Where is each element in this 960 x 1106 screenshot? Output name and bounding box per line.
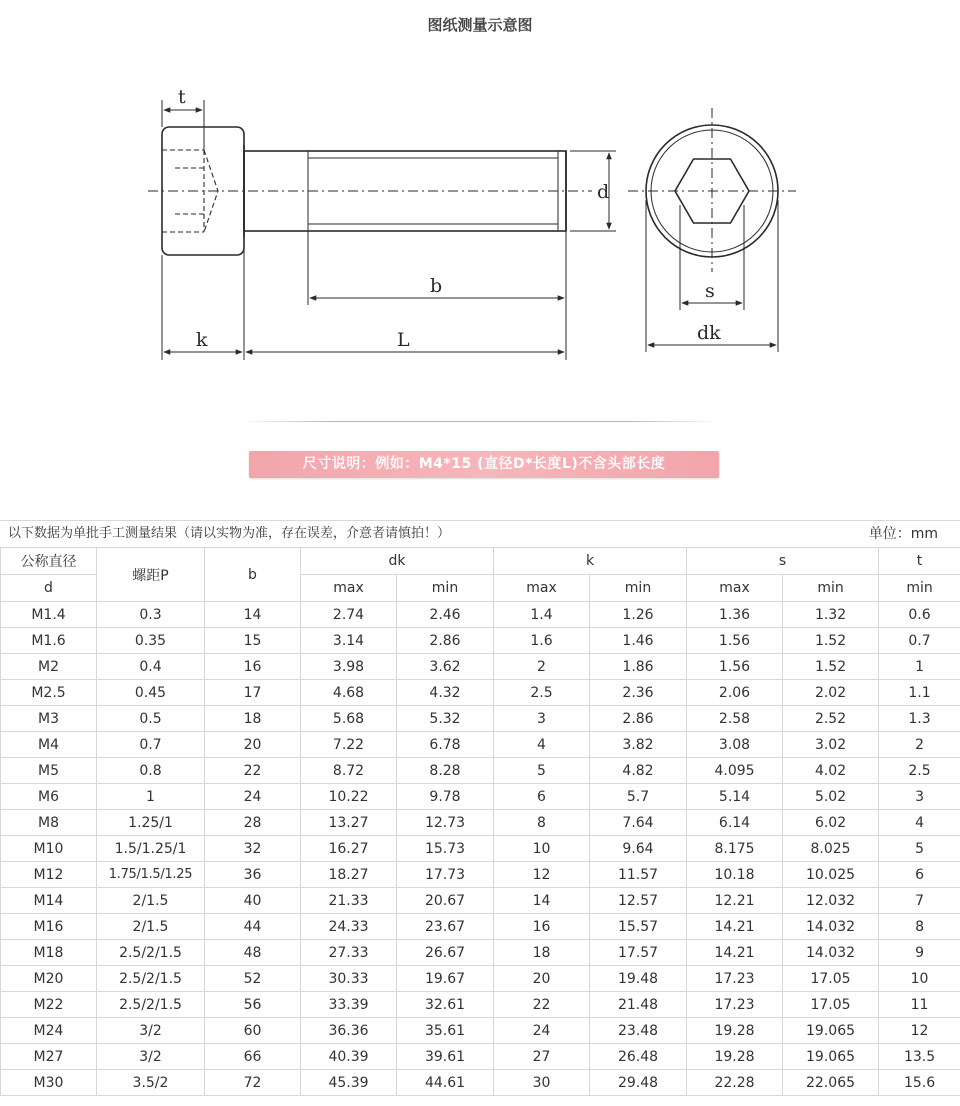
cell-s-max: 5.14: [687, 784, 783, 810]
cell-t-min: 4: [879, 810, 960, 836]
header-s-min: min: [783, 575, 879, 602]
cell-k-min: 9.64: [590, 836, 687, 862]
cell-s-max: 12.21: [687, 888, 783, 914]
cell-s-max: 8.175: [687, 836, 783, 862]
cell-s-min: 6.02: [783, 810, 879, 836]
cell-dk-min: 8.28: [397, 758, 494, 784]
cell-pitch: 0.3: [97, 602, 205, 628]
cell-s-min: 12.032: [783, 888, 879, 914]
cell-t-min: 5: [879, 836, 960, 862]
cell-s-min: 17.05: [783, 966, 879, 992]
unit-label: 单位：mm: [868, 526, 938, 542]
cell-k-min: 5.7: [590, 784, 687, 810]
cell-dk-max: 2.74: [301, 602, 397, 628]
header-dk-max: max: [301, 575, 397, 602]
cell-t-min: 7: [879, 888, 960, 914]
cell-s-min: 22.065: [783, 1070, 879, 1096]
cell-k-max: 10: [494, 836, 590, 862]
cell-diameter: M12: [1, 862, 97, 888]
cell-k-min: 21.48: [590, 992, 687, 1018]
cell-diameter: M2.5: [1, 680, 97, 706]
cell-diameter: M16: [1, 914, 97, 940]
table-row: [1, 940, 960, 966]
screw-technical-drawing: [0, 80, 960, 380]
cell-diameter: M10: [1, 836, 97, 862]
cell-t-min: 9: [879, 940, 960, 966]
cell-k-min: 7.64: [590, 810, 687, 836]
cell-diameter: M8: [1, 810, 97, 836]
cell-dk-min: 15.73: [397, 836, 494, 862]
size-explanation-banner: 尺寸说明：例如：M4*15 (直径D*长度L)不含头部长度: [249, 451, 719, 478]
table-row: [1, 732, 960, 758]
cell-dk-max: 13.27: [301, 810, 397, 836]
label-dk: dk: [697, 322, 721, 344]
cell-k-max: 4: [494, 732, 590, 758]
cell-s-max: 2.06: [687, 680, 783, 706]
cell-s-min: 4.02: [783, 758, 879, 784]
cell-t-min: 11: [879, 992, 960, 1018]
cell-k-min: 2.36: [590, 680, 687, 706]
label-d: d: [597, 181, 610, 203]
cell-pitch: 2.5/2/1.5: [97, 992, 205, 1018]
measurement-note: 以下数据为单批手工测量结果（请以实物为准，存在误差，介意者请慎拍！）: [8, 526, 451, 541]
cell-dk-max: 21.33: [301, 888, 397, 914]
cell-dk-min: 9.78: [397, 784, 494, 810]
cell-s-min: 3.02: [783, 732, 879, 758]
cell-b: 66: [205, 1044, 301, 1070]
cell-t-min: 1.3: [879, 706, 960, 732]
section-divider: [240, 421, 720, 422]
table-row: [1, 1070, 960, 1096]
cell-t-min: 15.6: [879, 1070, 960, 1096]
cell-dk-min: 39.61: [397, 1044, 494, 1070]
cell-b: 20: [205, 732, 301, 758]
table-row: [1, 888, 960, 914]
cell-k-min: 15.57: [590, 914, 687, 940]
cell-k-min: 19.48: [590, 966, 687, 992]
cell-dk-max: 40.39: [301, 1044, 397, 1070]
cell-t-min: 2: [879, 732, 960, 758]
cell-dk-max: 3.98: [301, 654, 397, 680]
cell-k-max: 30: [494, 1070, 590, 1096]
cell-k-max: 22: [494, 992, 590, 1018]
cell-pitch: 2/1.5: [97, 914, 205, 940]
cell-dk-min: 3.62: [397, 654, 494, 680]
cell-s-min: 2.52: [783, 706, 879, 732]
cell-s-max: 4.095: [687, 758, 783, 784]
header-t-min: min: [879, 575, 960, 602]
cell-dk-min: 6.78: [397, 732, 494, 758]
cell-b: 18: [205, 706, 301, 732]
cell-k-min: 23.48: [590, 1018, 687, 1044]
cell-dk-max: 16.27: [301, 836, 397, 862]
cell-pitch: 2.5/2/1.5: [97, 966, 205, 992]
cell-b: 36: [205, 862, 301, 888]
header-diameter-sub: d: [1, 575, 97, 602]
cell-pitch: 1.75/1.5/1.25: [97, 862, 205, 888]
cell-diameter: M6: [1, 784, 97, 810]
table-row: [1, 836, 960, 862]
cell-diameter: M1.6: [1, 628, 97, 654]
cell-k-max: 18: [494, 940, 590, 966]
cell-t-min: 0.7: [879, 628, 960, 654]
cell-t-min: 3: [879, 784, 960, 810]
cell-dk-min: 32.61: [397, 992, 494, 1018]
cell-pitch: 0.5: [97, 706, 205, 732]
label-s: s: [705, 280, 715, 302]
cell-s-max: 14.21: [687, 914, 783, 940]
cell-b: 24: [205, 784, 301, 810]
cell-dk-min: 19.67: [397, 966, 494, 992]
cell-dk-min: 20.67: [397, 888, 494, 914]
table-row: [1, 628, 960, 654]
cell-k-min: 3.82: [590, 732, 687, 758]
cell-b: 17: [205, 680, 301, 706]
cell-b: 72: [205, 1070, 301, 1096]
cell-dk-max: 24.33: [301, 914, 397, 940]
cell-k-max: 1.4: [494, 602, 590, 628]
cell-s-min: 1.52: [783, 654, 879, 680]
cell-pitch: 2/1.5: [97, 888, 205, 914]
cell-pitch: 1: [97, 784, 205, 810]
cell-diameter: M20: [1, 966, 97, 992]
cell-t-min: 13.5: [879, 1044, 960, 1070]
cell-k-min: 26.48: [590, 1044, 687, 1070]
cell-dk-max: 7.22: [301, 732, 397, 758]
cell-k-max: 16: [494, 914, 590, 940]
page-title: 图纸测量示意图: [427, 16, 533, 34]
cell-k-min: 4.82: [590, 758, 687, 784]
cell-dk-max: 10.22: [301, 784, 397, 810]
table-row: [1, 758, 960, 784]
table-row: [1, 602, 960, 628]
cell-dk-max: 36.36: [301, 1018, 397, 1044]
cell-diameter: M4: [1, 732, 97, 758]
cell-dk-min: 23.67: [397, 914, 494, 940]
spec-table-section: [0, 520, 960, 1096]
cell-s-min: 19.065: [783, 1044, 879, 1070]
cell-dk-max: 8.72: [301, 758, 397, 784]
cell-t-min: 8: [879, 914, 960, 940]
cell-dk-max: 3.14: [301, 628, 397, 654]
cell-pitch: 1.5/1.25/1: [97, 836, 205, 862]
table-row: [1, 1044, 960, 1070]
cell-k-max: 6: [494, 784, 590, 810]
table-row: [1, 992, 960, 1018]
cell-diameter: M27: [1, 1044, 97, 1070]
cell-k-max: 2: [494, 654, 590, 680]
cell-b: 14: [205, 602, 301, 628]
cell-s-max: 10.18: [687, 862, 783, 888]
cell-b: 48: [205, 940, 301, 966]
cell-pitch: 2.5/2/1.5: [97, 940, 205, 966]
cell-s-max: 6.14: [687, 810, 783, 836]
cell-k-min: 1.86: [590, 654, 687, 680]
cell-s-min: 1.52: [783, 628, 879, 654]
cell-t-min: 12: [879, 1018, 960, 1044]
table-row: [1, 810, 960, 836]
header-b: b: [205, 548, 301, 602]
cell-k-max: 14: [494, 888, 590, 914]
label-L: L: [397, 329, 410, 351]
cell-t-min: 2.5: [879, 758, 960, 784]
table-row: [1, 862, 960, 888]
cell-diameter: M14: [1, 888, 97, 914]
cell-s-max: 2.58: [687, 706, 783, 732]
label-t: t: [178, 86, 186, 108]
cell-s-max: 22.28: [687, 1070, 783, 1096]
cell-s-min: 10.025: [783, 862, 879, 888]
cell-pitch: 0.45: [97, 680, 205, 706]
cell-dk-max: 33.39: [301, 992, 397, 1018]
cell-pitch: 0.35: [97, 628, 205, 654]
cell-pitch: 0.7: [97, 732, 205, 758]
cell-s-min: 17.05: [783, 992, 879, 1018]
cell-s-max: 17.23: [687, 966, 783, 992]
cell-pitch: 3/2: [97, 1044, 205, 1070]
cell-dk-min: 12.73: [397, 810, 494, 836]
cell-dk-max: 5.68: [301, 706, 397, 732]
cell-s-min: 5.02: [783, 784, 879, 810]
spec-table-body: [1, 602, 960, 1096]
cell-k-max: 8: [494, 810, 590, 836]
table-info-row: [0, 520, 960, 547]
cell-dk-min: 44.61: [397, 1070, 494, 1096]
cell-t-min: 0.6: [879, 602, 960, 628]
cell-k-max: 12: [494, 862, 590, 888]
cell-b: 16: [205, 654, 301, 680]
label-k: k: [196, 329, 208, 351]
cell-s-max: 17.23: [687, 992, 783, 1018]
cell-s-min: 1.32: [783, 602, 879, 628]
cell-k-min: 1.26: [590, 602, 687, 628]
cell-t-min: 1.1: [879, 680, 960, 706]
cell-diameter: M3: [1, 706, 97, 732]
cell-s-min: 19.065: [783, 1018, 879, 1044]
cell-s-min: 14.032: [783, 940, 879, 966]
header-dk-min: min: [397, 575, 494, 602]
cell-k-min: 12.57: [590, 888, 687, 914]
cell-dk-min: 2.46: [397, 602, 494, 628]
cell-dk-min: 5.32: [397, 706, 494, 732]
cell-b: 60: [205, 1018, 301, 1044]
header-k-min: min: [590, 575, 687, 602]
cell-t-min: 1: [879, 654, 960, 680]
header-s-max: max: [687, 575, 783, 602]
cell-k-max: 3: [494, 706, 590, 732]
cell-s-min: 14.032: [783, 914, 879, 940]
cell-k-max: 5: [494, 758, 590, 784]
cell-b: 15: [205, 628, 301, 654]
cell-dk-max: 18.27: [301, 862, 397, 888]
cell-dk-max: 45.39: [301, 1070, 397, 1096]
cell-dk-max: 4.68: [301, 680, 397, 706]
cell-b: 40: [205, 888, 301, 914]
cell-pitch: 3/2: [97, 1018, 205, 1044]
cell-diameter: M18: [1, 940, 97, 966]
cell-k-max: 1.6: [494, 628, 590, 654]
cell-s-max: 19.28: [687, 1018, 783, 1044]
cell-s-max: 1.36: [687, 602, 783, 628]
cell-s-min: 8.025: [783, 836, 879, 862]
cell-diameter: M22: [1, 992, 97, 1018]
cell-pitch: 0.8: [97, 758, 205, 784]
table-row: [1, 654, 960, 680]
cell-s-max: 3.08: [687, 732, 783, 758]
label-b: b: [430, 275, 443, 297]
cell-dk-max: 27.33: [301, 940, 397, 966]
cell-s-min: 2.02: [783, 680, 879, 706]
cell-t-min: 10: [879, 966, 960, 992]
table-row: [1, 966, 960, 992]
cell-k-max: 20: [494, 966, 590, 992]
cell-k-max: 27: [494, 1044, 590, 1070]
cell-diameter: M5: [1, 758, 97, 784]
cell-dk-min: 26.67: [397, 940, 494, 966]
cell-t-min: 6: [879, 862, 960, 888]
cell-b: 56: [205, 992, 301, 1018]
cell-s-max: 1.56: [687, 628, 783, 654]
cell-diameter: M1.4: [1, 602, 97, 628]
cell-pitch: 0.4: [97, 654, 205, 680]
cell-dk-max: 30.33: [301, 966, 397, 992]
cell-k-min: 1.46: [590, 628, 687, 654]
header-diameter: 公称直径: [1, 548, 97, 575]
table-row: [1, 914, 960, 940]
cell-diameter: M30: [1, 1070, 97, 1096]
cell-s-max: 19.28: [687, 1044, 783, 1070]
cell-k-max: 2.5: [494, 680, 590, 706]
cell-dk-min: 4.32: [397, 680, 494, 706]
header-pitch: 螺距P: [97, 548, 205, 602]
spec-table: [0, 547, 960, 1096]
table-row: [1, 680, 960, 706]
cell-b: 28: [205, 810, 301, 836]
header-t: t: [879, 548, 960, 575]
cell-s-max: 1.56: [687, 654, 783, 680]
cell-pitch: 3.5/2: [97, 1070, 205, 1096]
table-row: [1, 784, 960, 810]
cell-k-min: 11.57: [590, 862, 687, 888]
cell-b: 52: [205, 966, 301, 992]
cell-pitch: 1.25/1: [97, 810, 205, 836]
cell-b: 22: [205, 758, 301, 784]
cell-dk-min: 17.73: [397, 862, 494, 888]
cell-dk-min: 35.61: [397, 1018, 494, 1044]
cell-s-max: 14.21: [687, 940, 783, 966]
cell-k-min: 29.48: [590, 1070, 687, 1096]
table-row: [1, 706, 960, 732]
header-k-max: max: [494, 575, 590, 602]
cell-b: 44: [205, 914, 301, 940]
cell-dk-min: 2.86: [397, 628, 494, 654]
cell-diameter: M2: [1, 654, 97, 680]
cell-k-max: 24: [494, 1018, 590, 1044]
header-dk: dk: [301, 548, 494, 575]
header-k: k: [494, 548, 687, 575]
cell-diameter: M24: [1, 1018, 97, 1044]
table-row: [1, 1018, 960, 1044]
header-s: s: [687, 548, 879, 575]
cell-b: 32: [205, 836, 301, 862]
cell-k-min: 2.86: [590, 706, 687, 732]
cell-k-min: 17.57: [590, 940, 687, 966]
